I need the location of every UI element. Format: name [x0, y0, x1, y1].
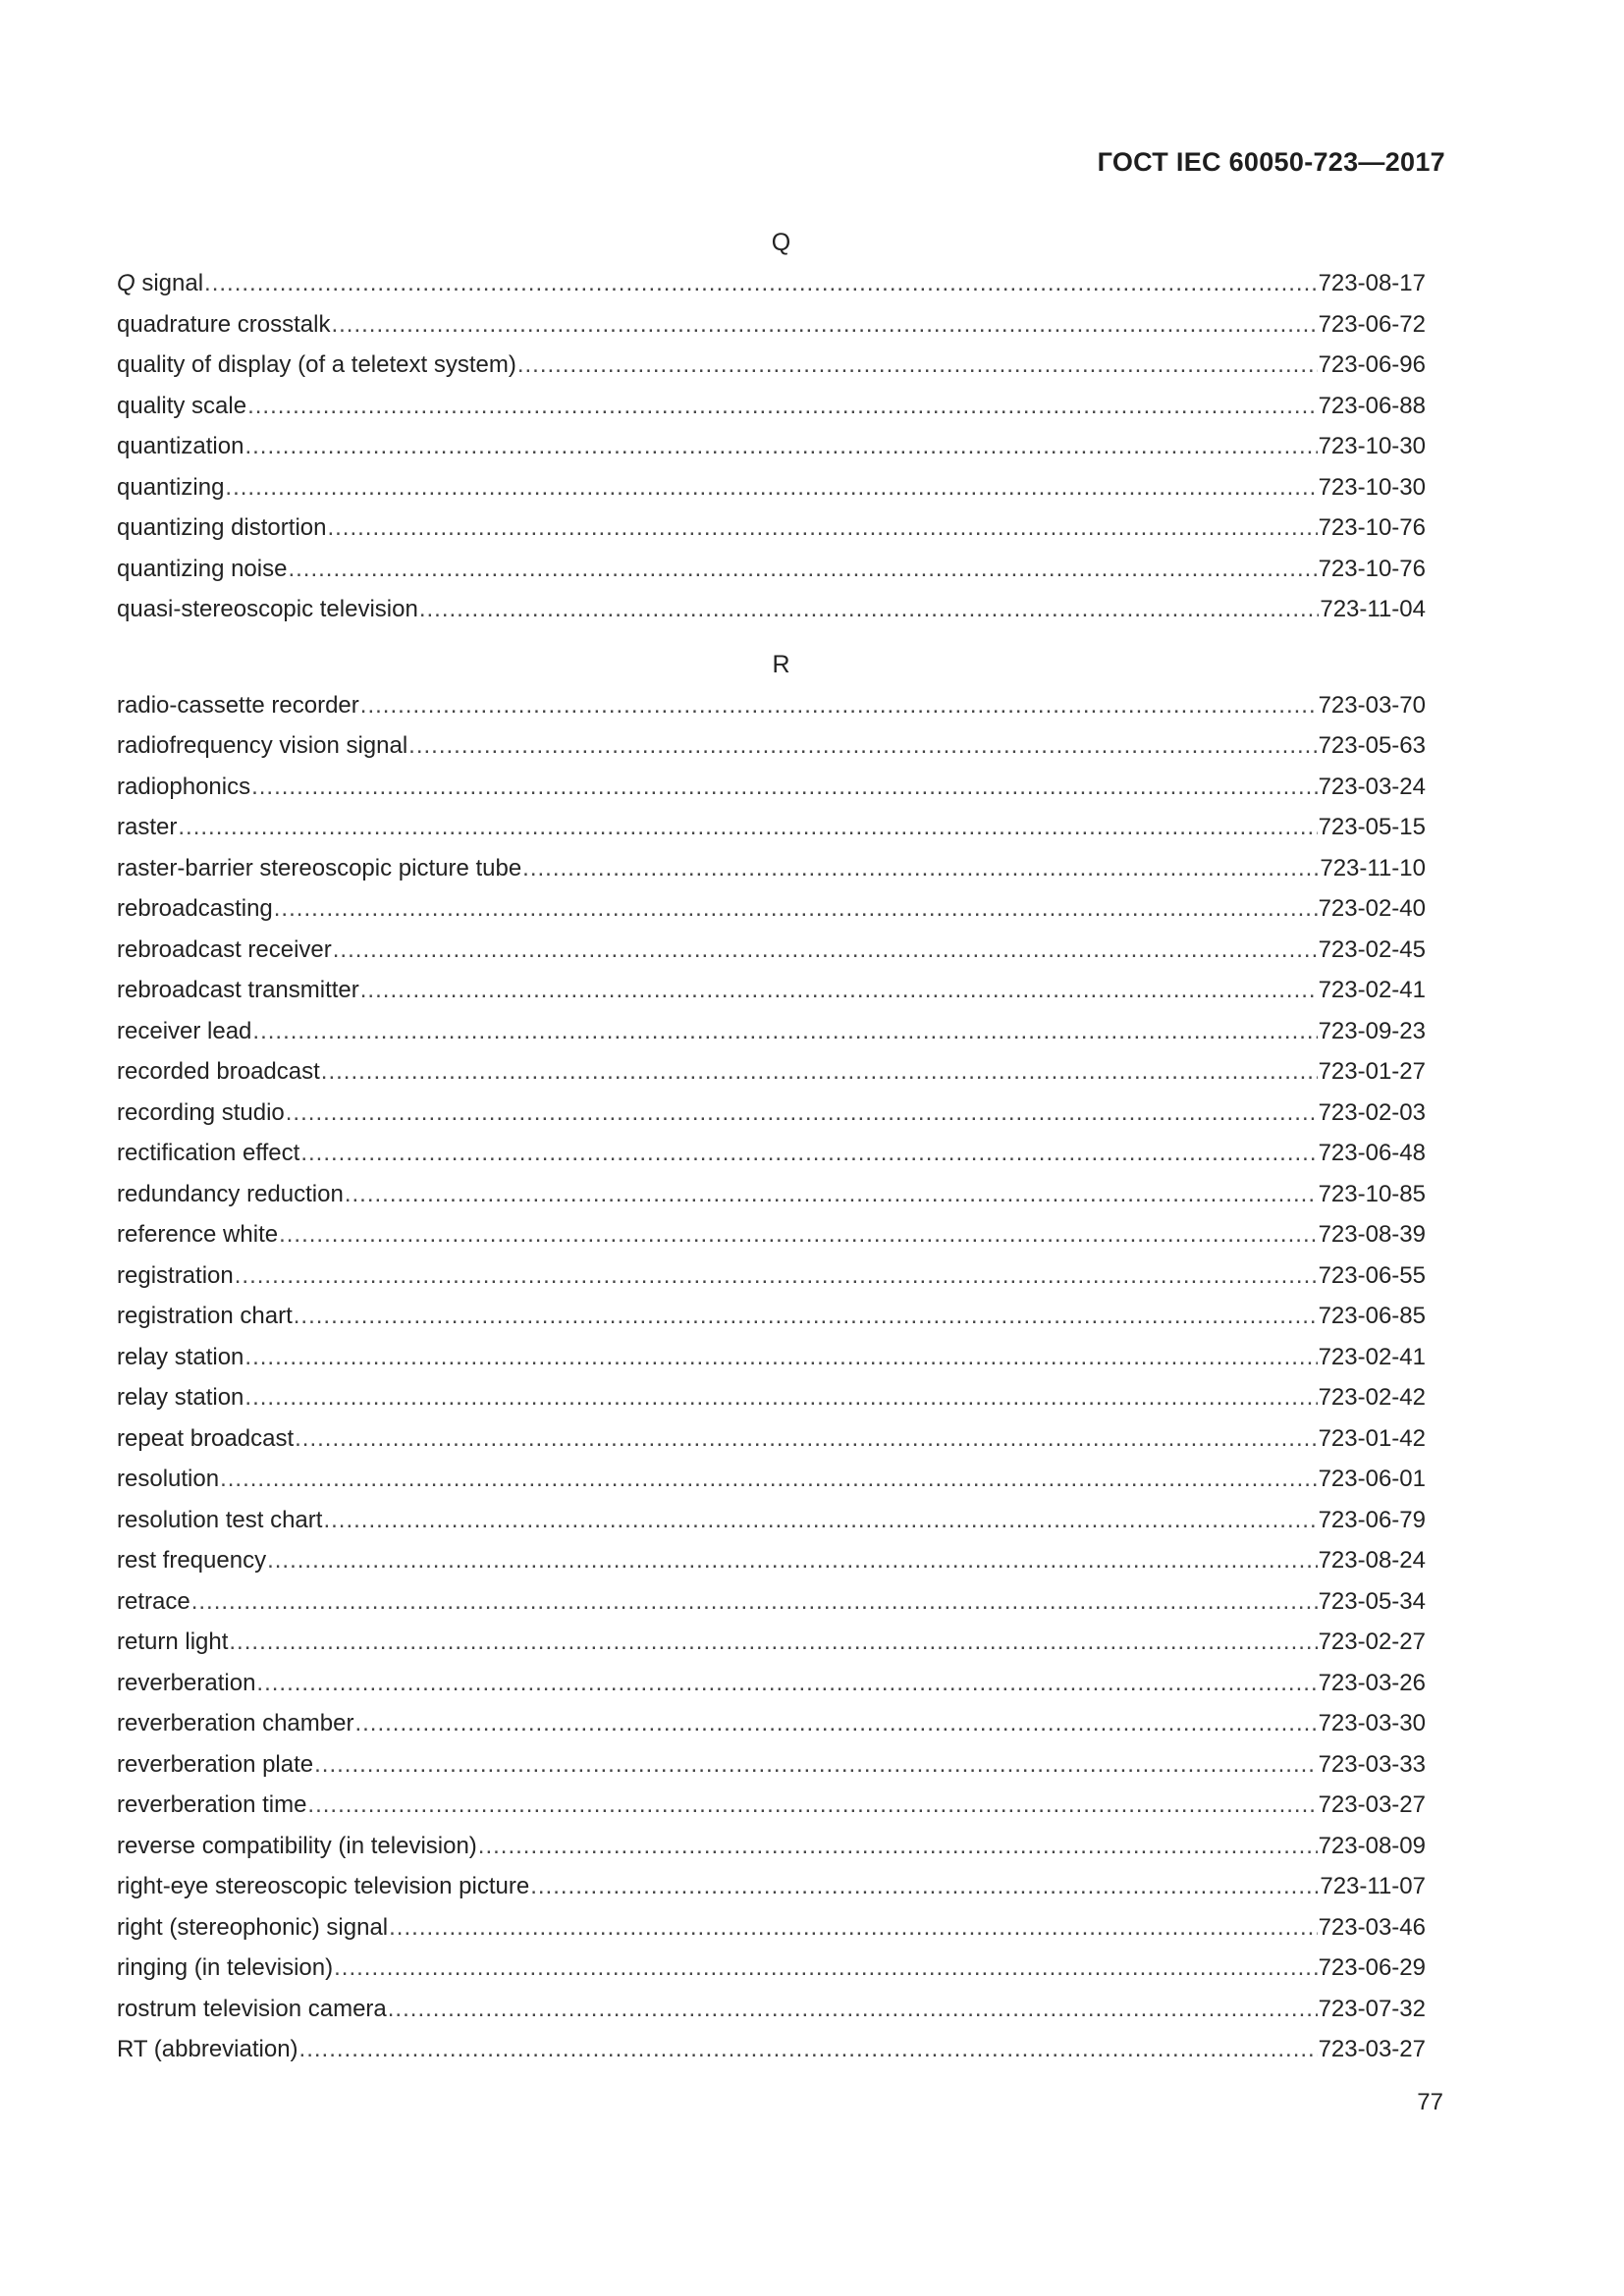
- index-term: reverberation: [117, 1669, 256, 1696]
- index-term: reverberation plate: [117, 1750, 314, 1778]
- index-entry: [117, 1826, 1426, 1867]
- dot-leader: [408, 725, 1317, 767]
- index-term: reverse compatibility (in television): [117, 1832, 477, 1859]
- index-reference: 723-01-27: [1318, 1058, 1426, 1085]
- index-term: repeat broadcast: [117, 1424, 295, 1452]
- dot-leader: [251, 767, 1317, 808]
- index-reference: 723-06-55: [1318, 1261, 1426, 1289]
- dot-leader: [345, 1174, 1318, 1215]
- index-term: resolution test chart: [117, 1506, 323, 1533]
- index-term: redundancy reduction: [117, 1180, 344, 1207]
- index-entry: [117, 2029, 1426, 2070]
- index-entry: [117, 1133, 1426, 1174]
- index-term: rebroadcast transmitter: [117, 977, 359, 1003]
- dot-leader: [478, 1826, 1318, 1867]
- index-term: resolution: [117, 1466, 220, 1492]
- dot-leader: [252, 1011, 1317, 1052]
- dot-leader: [360, 970, 1318, 1011]
- index-term: registration chart: [117, 1303, 293, 1329]
- index-entry: [117, 1948, 1426, 1989]
- index-reference: 723-03-27: [1318, 2036, 1426, 2062]
- index-entry: [117, 930, 1426, 971]
- index-entry: [117, 589, 1426, 630]
- index-term: rebroadcasting: [117, 895, 273, 922]
- standard-header: ГОСТ IEC 60050-723—2017: [1097, 147, 1445, 177]
- index-term: return light: [117, 1629, 229, 1655]
- index-entry: [117, 549, 1426, 590]
- index-entry: [117, 304, 1426, 346]
- index-term: reverberation chamber: [117, 1710, 354, 1736]
- index-term: rostrum television camera: [117, 1995, 387, 2022]
- index-term: quantization: [117, 433, 244, 459]
- index-entry: [117, 1540, 1426, 1581]
- index-term: quantizing distortion: [117, 514, 327, 541]
- dot-leader: [286, 1093, 1318, 1134]
- dot-leader: [256, 1663, 1317, 1704]
- index-entry: [117, 1255, 1426, 1297]
- index-reference: 723-08-24: [1318, 1547, 1426, 1574]
- index-entry: [117, 1296, 1426, 1337]
- index-reference: 723-08-09: [1318, 1832, 1426, 1859]
- index-term: rebroadcast receiver: [117, 935, 332, 963]
- section-letter: Q: [771, 229, 791, 256]
- index-entry: [117, 1051, 1426, 1093]
- dot-leader: [333, 930, 1318, 971]
- index-term: relay station: [117, 1384, 244, 1411]
- dot-leader: [327, 507, 1317, 549]
- index-term: right (stereophonic) signal: [117, 1913, 389, 1941]
- index-entry: [117, 807, 1426, 848]
- index-term: radiofrequency vision signal: [117, 732, 408, 759]
- index-entry: [117, 1907, 1426, 1949]
- index-reference: 723-06-01: [1318, 1466, 1426, 1492]
- index-reference: 723-02-45: [1318, 935, 1426, 963]
- dot-leader: [360, 685, 1318, 726]
- dot-leader: [204, 263, 1318, 304]
- index-term: right-eye stereoscopic television picture: [117, 1873, 530, 1899]
- index-term: ringing (in television): [117, 1954, 334, 1981]
- dot-leader: [244, 1377, 1317, 1418]
- dot-leader: [225, 467, 1317, 508]
- index-term: quality scale: [117, 392, 247, 419]
- index-term: RT (abbreviation): [117, 2036, 298, 2062]
- index-term: rectification effect: [117, 1140, 300, 1166]
- dot-leader: [288, 549, 1317, 590]
- index-reference: 723-03-30: [1318, 1710, 1426, 1736]
- index-reference: 723-08-17: [1318, 270, 1426, 296]
- index-entry: [117, 467, 1426, 508]
- index-entry: [117, 767, 1426, 808]
- index-reference: 723-06-29: [1318, 1954, 1426, 1981]
- index-term: quadrature crosstalk: [117, 310, 331, 338]
- index-entry: [117, 263, 1426, 304]
- index-entry: [117, 888, 1426, 930]
- index-reference: 723-03-46: [1318, 1913, 1426, 1941]
- index-term-text: signal: [135, 270, 204, 296]
- index-entry: [117, 685, 1426, 726]
- dot-leader: [229, 1622, 1317, 1663]
- index-entry: [117, 1989, 1426, 2030]
- index-reference: 723-08-39: [1318, 1221, 1426, 1248]
- index-entry: [117, 1785, 1426, 1826]
- dot-leader: [300, 1133, 1317, 1174]
- index-reference: 723-01-42: [1318, 1424, 1426, 1452]
- index-term: receiver lead: [117, 1017, 252, 1044]
- index-reference: 723-10-76: [1318, 555, 1426, 582]
- page-number: 77: [1417, 2089, 1443, 2115]
- index-reference: 723-05-34: [1318, 1587, 1426, 1615]
- index-entry: [117, 1744, 1426, 1786]
- index-term-symbol: Q: [117, 270, 135, 296]
- index-reference: 723-03-70: [1318, 691, 1426, 719]
- index-term: [117, 263, 203, 304]
- dot-leader: [419, 589, 1320, 630]
- dot-leader: [274, 888, 1318, 930]
- index-reference: 723-02-42: [1318, 1384, 1426, 1411]
- index-term: registration: [117, 1261, 234, 1289]
- index-reference: 723-11-10: [1320, 854, 1426, 881]
- index-term: raster: [117, 814, 178, 840]
- index-reference: 723-03-27: [1318, 1791, 1426, 1818]
- index-reference: 723-02-41: [1318, 1343, 1426, 1370]
- index-entry: [117, 1500, 1426, 1541]
- index-reference: 723-11-07: [1320, 1873, 1426, 1899]
- index-entry: [117, 1214, 1426, 1255]
- index-reference: 723-03-33: [1318, 1750, 1426, 1778]
- dot-leader: [295, 1418, 1317, 1460]
- index-entry: [117, 1093, 1426, 1134]
- dot-leader: [389, 1907, 1317, 1949]
- index-entry: [117, 1377, 1426, 1418]
- index-reference: 723-10-30: [1318, 433, 1426, 459]
- dot-leader: [334, 1948, 1317, 1989]
- index-term: relay station: [117, 1343, 244, 1370]
- index-term: retrace: [117, 1587, 190, 1615]
- index-term: raster-barrier stereoscopic picture tube: [117, 854, 522, 881]
- index-entry: [117, 1011, 1426, 1052]
- section-letter: R: [772, 650, 790, 678]
- index-term: radiophonics: [117, 773, 251, 800]
- dot-leader: [267, 1540, 1318, 1581]
- index-entry: [117, 1459, 1426, 1500]
- index-reference: 723-11-04: [1320, 596, 1426, 622]
- index-reference: 723-06-85: [1318, 1303, 1426, 1329]
- dot-leader: [354, 1703, 1317, 1744]
- index-entry: [117, 1663, 1426, 1704]
- index-reference: 723-06-48: [1318, 1140, 1426, 1166]
- alphabetical-index: [117, 222, 1426, 2070]
- dot-leader: [299, 2029, 1318, 2070]
- dot-leader: [220, 1459, 1318, 1500]
- dot-leader: [321, 1051, 1318, 1093]
- dot-leader: [314, 1744, 1317, 1786]
- index-entry: [117, 1581, 1426, 1623]
- dot-leader: [244, 426, 1317, 467]
- dot-leader: [323, 1500, 1317, 1541]
- index-entry: [117, 1866, 1426, 1907]
- index-term: rest frequency: [117, 1547, 267, 1574]
- index-entry: [117, 1622, 1426, 1663]
- index-reference: 723-10-85: [1318, 1180, 1426, 1207]
- index-entry: [117, 426, 1426, 467]
- dot-leader: [530, 1866, 1319, 1907]
- index-reference: 723-05-15: [1318, 814, 1426, 840]
- index-reference: 723-03-24: [1318, 773, 1426, 800]
- dot-leader: [294, 1296, 1318, 1337]
- dot-leader: [307, 1785, 1317, 1826]
- index-reference: 723-03-26: [1318, 1669, 1426, 1696]
- index-reference: 723-02-27: [1318, 1629, 1426, 1655]
- index-term: quality of display (of a teletext system): [117, 351, 516, 378]
- index-reference: 723-05-63: [1318, 732, 1426, 759]
- index-entry: [117, 848, 1426, 889]
- dot-leader: [247, 386, 1318, 427]
- index-reference: 723-10-76: [1318, 514, 1426, 541]
- index-entry: [117, 345, 1426, 386]
- index-term: reverberation time: [117, 1791, 307, 1818]
- dot-leader: [244, 1337, 1317, 1378]
- index-entry: [117, 386, 1426, 427]
- index-entry: [117, 1337, 1426, 1378]
- index-reference: 723-02-03: [1318, 1098, 1426, 1126]
- index-reference: 723-02-40: [1318, 895, 1426, 922]
- index-reference: 723-06-79: [1318, 1506, 1426, 1533]
- index-reference: 723-09-23: [1318, 1017, 1426, 1044]
- index-entry: [117, 725, 1426, 767]
- index-term: recorded broadcast: [117, 1058, 320, 1085]
- index-term: recording studio: [117, 1098, 285, 1126]
- index-entry: [117, 1418, 1426, 1460]
- dot-leader: [178, 807, 1317, 848]
- index-reference: 723-06-72: [1318, 310, 1426, 338]
- index-term: quantizing noise: [117, 555, 288, 582]
- index-reference: 723-02-41: [1318, 977, 1426, 1003]
- index-term: reference white: [117, 1221, 279, 1248]
- dot-leader: [279, 1214, 1317, 1255]
- index-term: quantizing: [117, 473, 225, 501]
- index-entry: [117, 970, 1426, 1011]
- dot-leader: [331, 304, 1317, 346]
- index-reference: 723-07-32: [1318, 1995, 1426, 2022]
- dot-leader: [517, 345, 1318, 386]
- index-entry: [117, 1174, 1426, 1215]
- index-entry: [117, 1703, 1426, 1744]
- index-reference: 723-06-96: [1318, 351, 1426, 378]
- dot-leader: [388, 1989, 1318, 2030]
- index-term: radio-cassette recorder: [117, 691, 359, 719]
- index-reference: 723-10-30: [1318, 473, 1426, 501]
- index-reference: 723-06-88: [1318, 392, 1426, 419]
- dot-leader: [522, 848, 1319, 889]
- index-term: quasi-stereoscopic television: [117, 596, 418, 622]
- dot-leader: [191, 1581, 1318, 1623]
- index-entry: [117, 507, 1426, 549]
- dot-leader: [235, 1255, 1318, 1297]
